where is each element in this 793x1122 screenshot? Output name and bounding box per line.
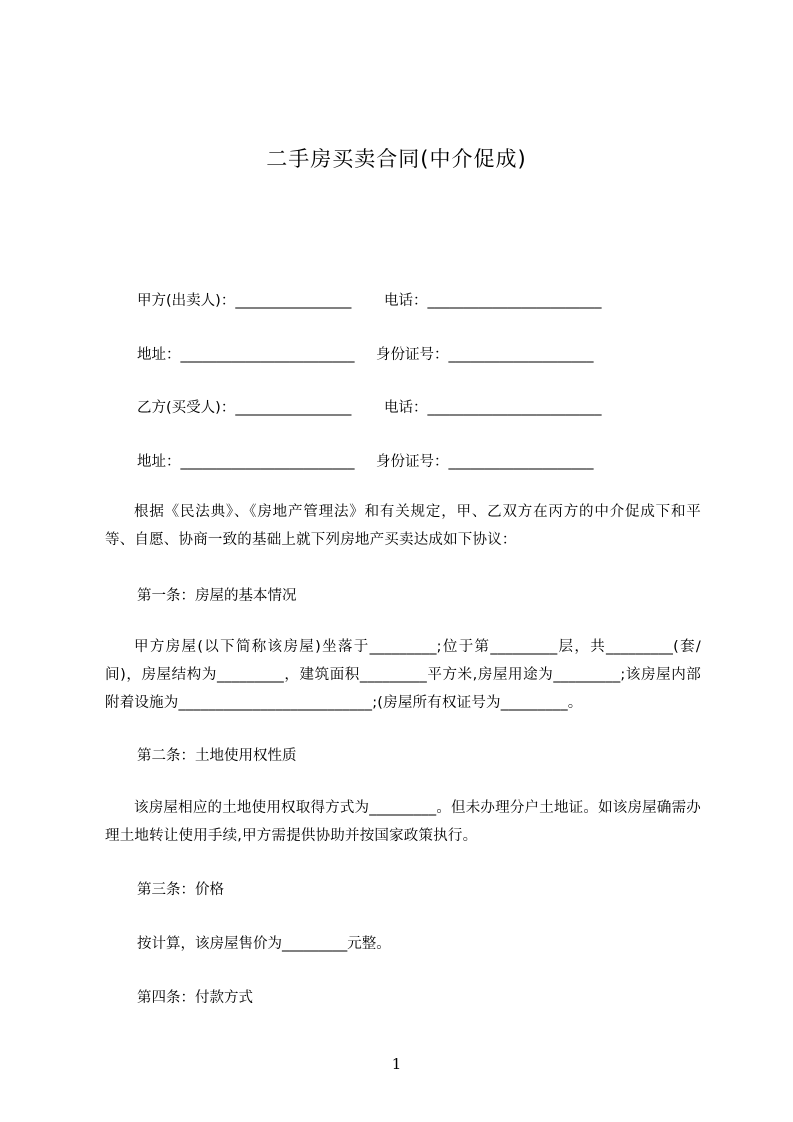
article-2-paragraph: 该房屋相应的土地使用权取得方式为_________。但未办理分户土地证。如该房屋确需办理土地转让使用手续,甲方需提供协助并按国家政策执行。 xyxy=(105,800,701,844)
article-2-heading: 第二条：土地使用权性质 xyxy=(137,748,297,764)
intro-paragraph: 根据《民法典》、《房地产管理法》和有关规定，甲、乙双方在丙方的中介促成下和平等、自愿、协商一致的基础上就下列房地产买卖达成如下协议： xyxy=(105,504,701,548)
article-1-heading: 第一条：房屋的基本情况 xyxy=(137,588,297,604)
phone-b-field: 电话：________________________ xyxy=(384,400,602,416)
id-a-field: 身份证号：____________________ xyxy=(376,347,594,363)
phone-a-field: 电话：________________________ xyxy=(384,293,602,309)
address-b-field: 地址：________________________ xyxy=(137,454,355,470)
article-3-heading: 第三条：价格 xyxy=(137,882,224,898)
article-1-paragraph: 甲方房屋(以下简称该房屋)坐落于_________;位于第_________层，共_________(套/间)，房屋结构为_________，建筑面积_________平方米,房屋用途为_________;该房屋内部附着设施为__________________________;(房屋所有权证号为_________。 xyxy=(105,639,701,711)
document-title: 二手房买卖合同(中介促成) xyxy=(266,147,527,171)
page-number: 1 xyxy=(391,1055,402,1073)
address-a-field: 地址：________________________ xyxy=(137,347,355,363)
article-4-heading: 第四条：付款方式 xyxy=(137,990,253,1006)
party-a-field: 甲方(出卖人)：________________ xyxy=(137,293,352,309)
id-b-field: 身份证号：____________________ xyxy=(376,454,594,470)
party-b-field: 乙方(买受人)：________________ xyxy=(137,400,352,416)
article-3-paragraph: 按计算，该房屋售价为_________元整。 xyxy=(137,936,391,952)
